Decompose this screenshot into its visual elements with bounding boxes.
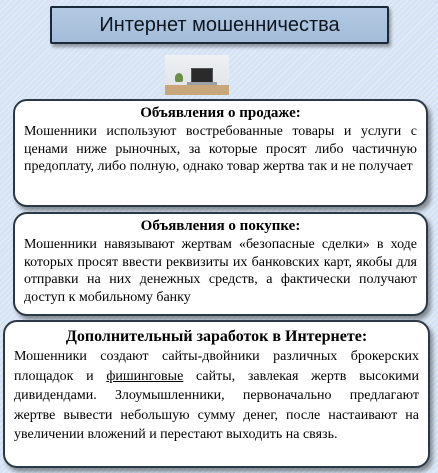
phishing-word: фишинговые — [106, 368, 184, 384]
card-heading: Дополнительный заработок в Интернете: — [65, 328, 368, 345]
laptop-desk-image — [165, 55, 229, 95]
card-body: Мошенники создают сайты-двойники различных брокерских площадок и фишинговые сайты, завлекая жертв высокими дивидендами. Злоумышленники, первоначально предлагают жертве вывести небольшую сумму денег, после настаивают на увеличении вложений и перестают выходить на связь. — [14, 349, 419, 442]
card-purchase-ads — [13, 212, 428, 316]
laptop-icon — [191, 68, 213, 83]
card-extra-income — [3, 320, 430, 468]
page-title: Интернет мошенничества — [50, 6, 389, 44]
card-body: Мошенники используют востребованные товары и услуги с ценами ниже рыночных, за которые просят либо частичную предоплату, либо полную, однако товар жертва так и не получает — [24, 124, 417, 174]
plant-icon — [175, 73, 183, 82]
card-body: Мошенники навязывают жертвам «безопасные сделки» в ходе которых просят ввести реквизиты их банковских карт, якобы для отправки на них денежных средств, а фактически получают доступ к мобильному банку — [24, 237, 417, 305]
card-heading: Объявления о покупке: — [140, 218, 301, 234]
card-heading: Объявления о продаже: — [140, 105, 301, 121]
card-sale-ads — [13, 99, 428, 207]
